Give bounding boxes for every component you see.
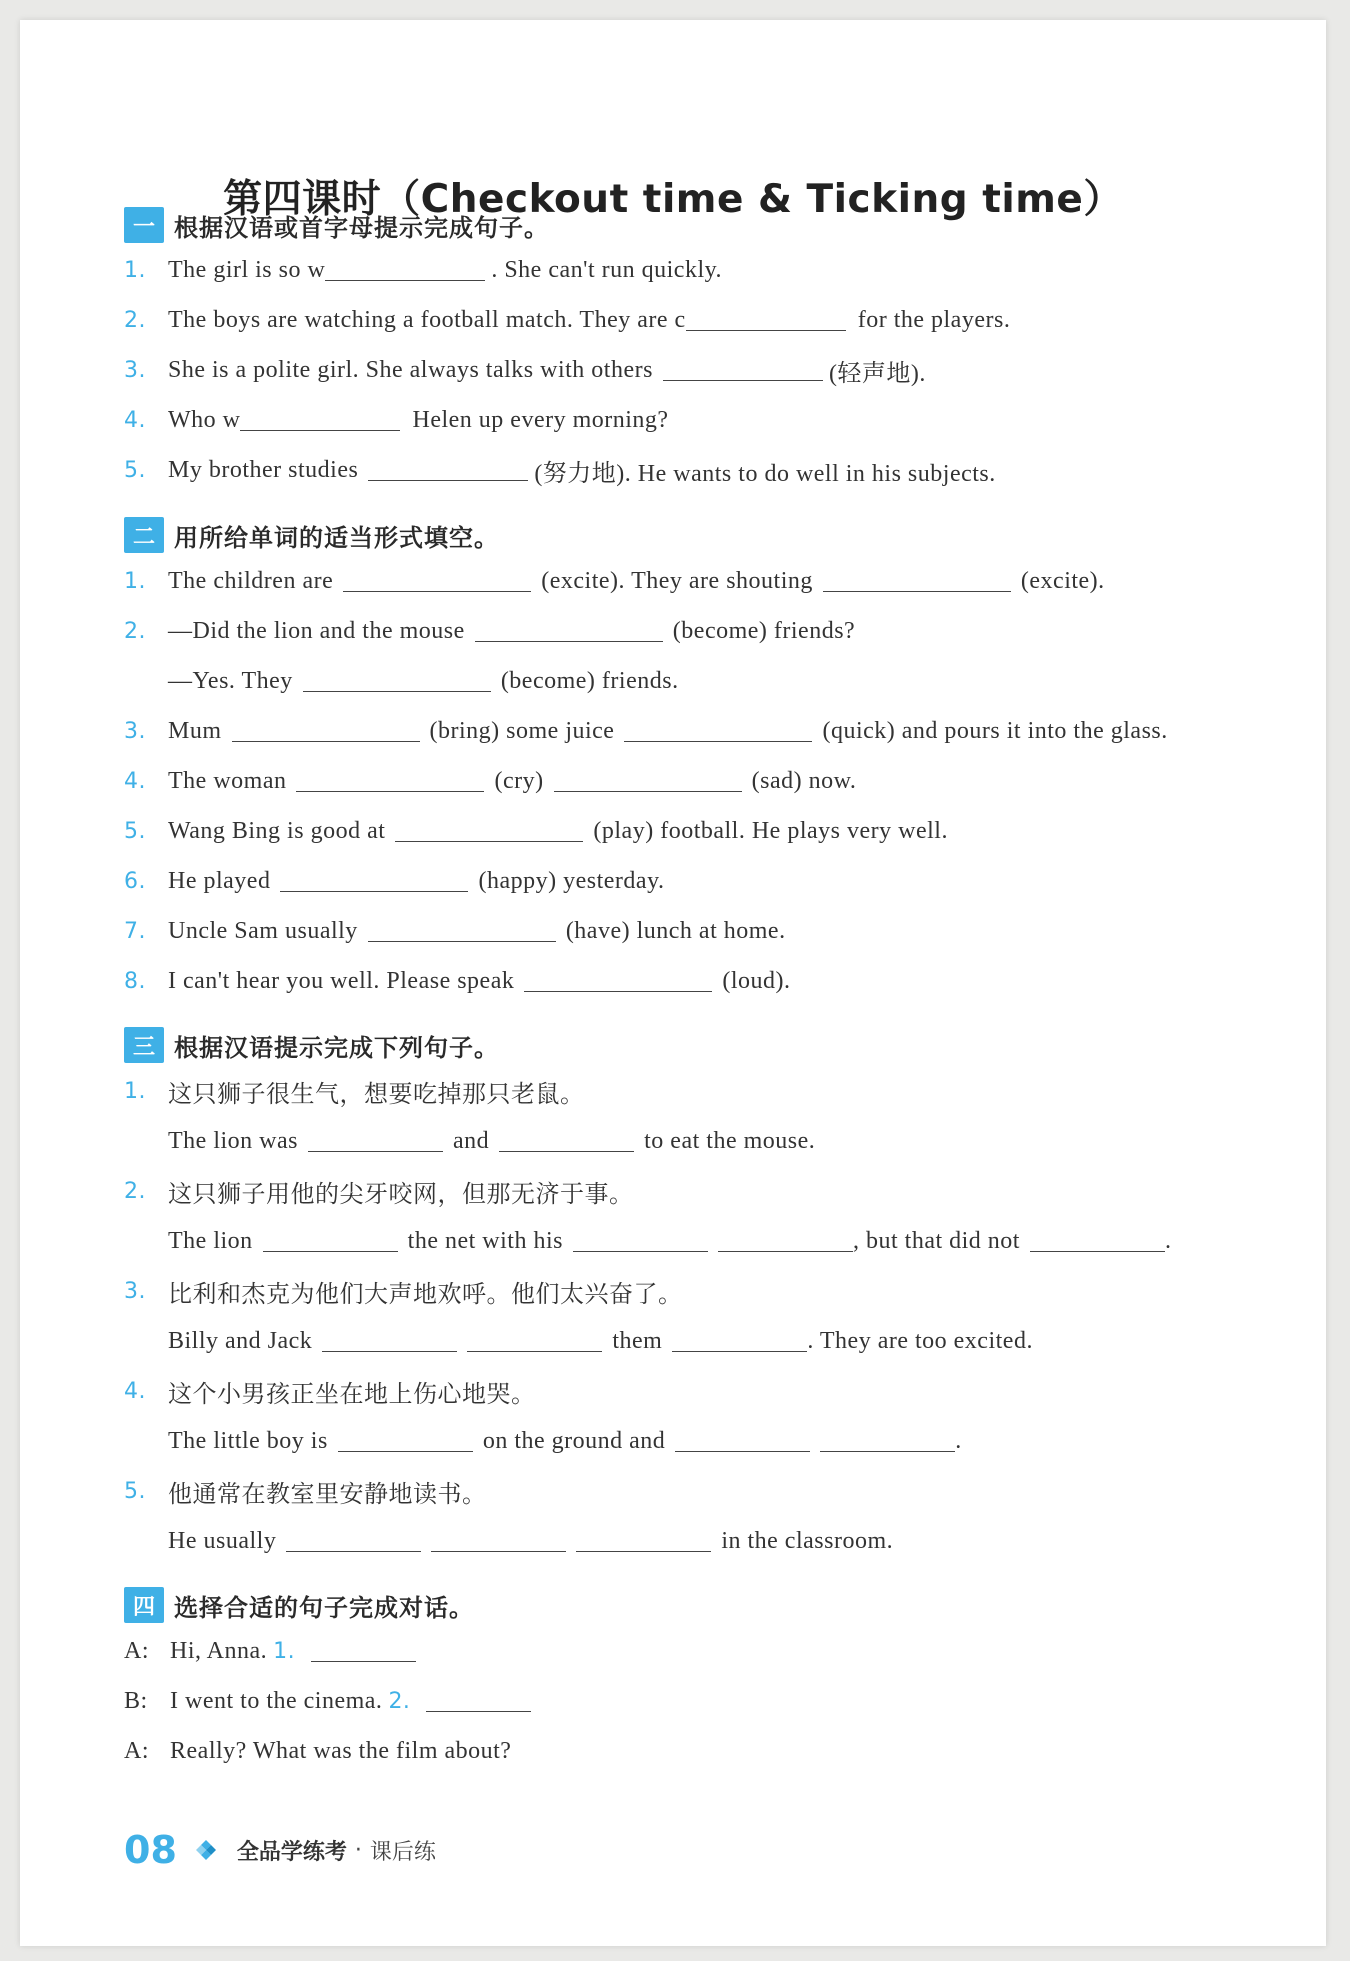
question-line: 7. Uncle Sam usually (have) lunch at home.: [124, 917, 786, 944]
section-4-header: [124, 1586, 474, 1624]
section-badge: 四: [124, 1587, 164, 1623]
answer-blank[interactable]: [554, 771, 742, 792]
section-title: 选择合适的句子完成对话。: [174, 1593, 474, 1622]
answer-blank[interactable]: [296, 771, 484, 792]
answer-blank[interactable]: [368, 460, 528, 481]
brand-separator: ·: [354, 1837, 362, 1863]
answer-blank[interactable]: [303, 671, 491, 692]
page-title: 第四课时（Checkout time & Ticking time）: [223, 177, 1123, 222]
answer-blank[interactable]: [368, 921, 556, 942]
answer-blank[interactable]: [718, 1231, 853, 1252]
answer-blank[interactable]: [686, 310, 846, 331]
section-title: 根据汉语或首字母提示完成句子。: [174, 213, 549, 242]
question-line: 1. The children are (excite). They are shouting (excite).: [124, 567, 1105, 594]
speaker-label: A:: [124, 1737, 149, 1764]
answer-blank[interactable]: [524, 971, 712, 992]
answer-blank[interactable]: [322, 1331, 457, 1352]
speaker-label: B:: [124, 1687, 148, 1714]
answer-blank[interactable]: [286, 1531, 421, 1552]
section-2-header: [124, 516, 499, 554]
section-badge: 一: [124, 207, 164, 243]
answer-blank[interactable]: [576, 1531, 711, 1552]
page-footer: [124, 1828, 436, 1872]
section-badge: 三: [124, 1027, 164, 1063]
answer-blank[interactable]: [672, 1331, 807, 1352]
answer-blank[interactable]: [311, 1641, 416, 1662]
question-line: 8. I can't hear you well. Please speak (loud).: [124, 967, 791, 994]
question-line: 3. Mum (bring) some juice (quick) and pours it into the glass.: [124, 717, 1168, 744]
answer-blank[interactable]: [624, 721, 812, 742]
answer-blank[interactable]: [475, 621, 663, 642]
question-line: 5. Wang Bing is good at (play) football. He plays very well.: [124, 817, 948, 844]
question-line: 2. The boys are watching a football match. They are c for the players.: [124, 306, 1011, 333]
answer-blank[interactable]: [280, 871, 468, 892]
section-title: 根据汉语提示完成下列句子。: [174, 1033, 499, 1062]
answer-blank[interactable]: [663, 360, 823, 381]
question-line: 5. 他通常在教室里安静地读书。: [124, 1478, 487, 1508]
answer-line: The lion the net with his , but that did not .: [168, 1227, 1172, 1254]
dialogue-line: B: I went to the cinema. 2.: [124, 1684, 537, 1718]
speaker-label: A:: [124, 1637, 149, 1664]
brand-diamond-icon: [195, 1839, 217, 1861]
question-line: 3. She is a polite girl. She always talks with others (轻声地).: [124, 356, 926, 387]
answer-blank[interactable]: [240, 410, 400, 431]
answer-blank[interactable]: [675, 1431, 810, 1452]
answer-blank[interactable]: [431, 1531, 566, 1552]
answer-line: The lion was and to eat the mouse.: [168, 1127, 816, 1154]
dialogue-line: A: Hi, Anna. 1.: [124, 1634, 422, 1668]
answer-line: The little boy is on the ground and .: [168, 1427, 962, 1454]
brand-name: 全品学练考: [236, 1839, 347, 1865]
answer-blank[interactable]: [499, 1131, 634, 1152]
answer-blank[interactable]: [820, 1431, 955, 1452]
dialogue-line: A: Really? What was the film about?: [124, 1737, 512, 1764]
question-line: 1. 这只狮子很生气，想要吃掉那只老鼠。: [124, 1078, 585, 1108]
section-3-header: [124, 1026, 499, 1064]
answer-blank[interactable]: [395, 821, 583, 842]
answer-line: He usually in the classroom.: [168, 1527, 894, 1554]
brand-subtitle: 课后练: [369, 1839, 436, 1865]
page-number: 08: [124, 1828, 177, 1872]
answer-line: Billy and Jack them . They are too excited.: [168, 1327, 1033, 1354]
question-line: 4. Who w Helen up every morning?: [124, 406, 669, 433]
section-badge: 二: [124, 517, 164, 553]
answer-blank[interactable]: [1030, 1231, 1165, 1252]
question-line: 2. —Did the lion and the mouse (become) friends?: [124, 617, 856, 644]
question-line: —Yes. They (become) friends.: [168, 667, 679, 694]
question-line: 6. He played (happy) yesterday.: [124, 867, 665, 894]
question-line: 4. The woman (cry) (sad) now.: [124, 767, 857, 794]
question-line: 1. The girl is so w . She can't run quickly.: [124, 256, 723, 283]
answer-blank[interactable]: [338, 1431, 473, 1452]
answer-blank[interactable]: [467, 1331, 602, 1352]
worksheet-page: [20, 20, 1326, 1946]
answer-blank[interactable]: [308, 1131, 443, 1152]
answer-blank[interactable]: [325, 260, 485, 281]
answer-blank[interactable]: [343, 571, 531, 592]
question-line: 2. 这只狮子用他的尖牙咬网，但那无济于事。: [124, 1178, 634, 1208]
question-line: 3. 比利和杰克为他们大声地欢呼。他们太兴奋了。: [124, 1278, 683, 1308]
section-title: 用所给单词的适当形式填空。: [174, 523, 499, 552]
section-1-header: [124, 206, 549, 244]
question-line: 4. 这个小男孩正坐在地上伤心地哭。: [124, 1378, 536, 1408]
answer-blank[interactable]: [232, 721, 420, 742]
question-line: 5. My brother studies (努力地). He wants to do well in his subjects.: [124, 456, 996, 487]
answer-blank[interactable]: [426, 1691, 531, 1712]
answer-blank[interactable]: [573, 1231, 708, 1252]
answer-blank[interactable]: [823, 571, 1011, 592]
answer-blank[interactable]: [263, 1231, 398, 1252]
